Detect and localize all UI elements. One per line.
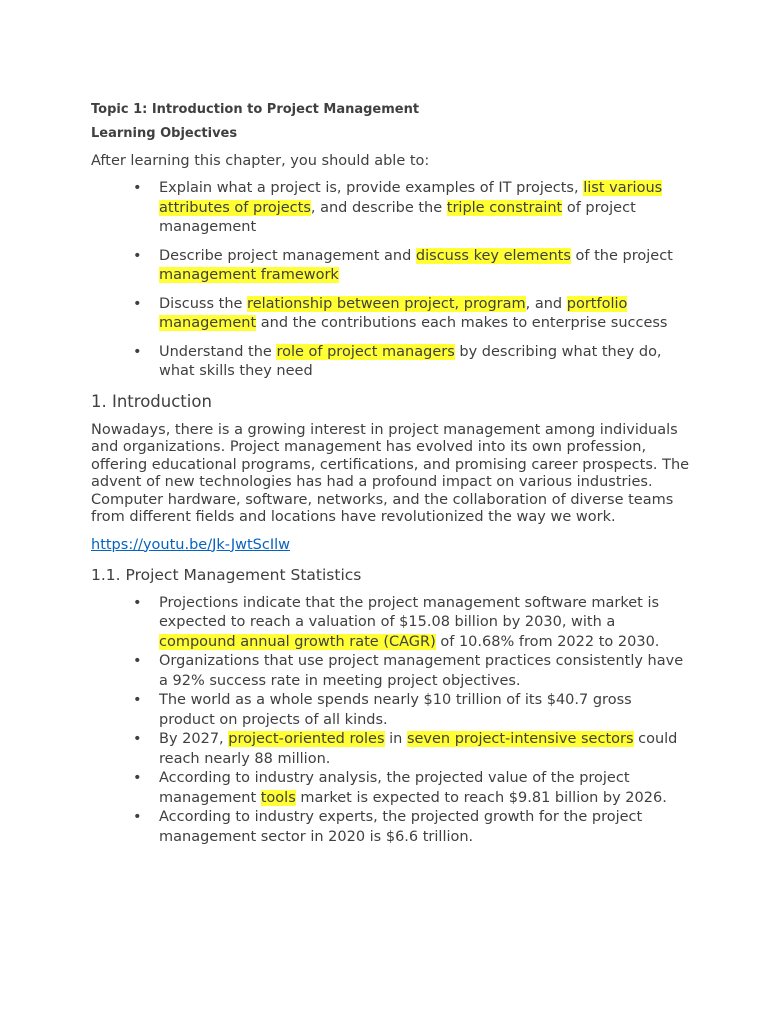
text-segment: and the contributions each makes to enterprise success: [256, 315, 668, 331]
highlighted-text: project-oriented roles: [228, 731, 385, 747]
text-segment: Organizations that use project management practices consistently have a 92% success rate in meeting project objectives.: [159, 653, 684, 689]
statistics-list: [91, 594, 691, 848]
statistic-text: [159, 653, 683, 689]
highlighted-text: relationship between project, program: [247, 295, 526, 312]
text-segment: Explain what a project is, provide examples of IT projects,: [159, 180, 584, 196]
section-heading-introduction: 1. Introduction: [91, 391, 212, 411]
text-segment: of 10.68% from 2022 to 2030.: [435, 633, 660, 650]
document-content: [91, 100, 691, 847]
section-heading-statistics: 1.1. Project Management Statistics: [91, 565, 362, 584]
bullet-icon: •: [133, 809, 142, 825]
text-segment: Discuss the: [159, 295, 248, 312]
bullet-icon: •: [133, 247, 142, 264]
bullet-icon: •: [133, 731, 142, 747]
text-segment: by describing what they do, what skills they need: [159, 343, 662, 379]
introduction-paragraph: Nowadays, there is a growing interest in project management among individuals and organizations. Project management has evolved into its own profession, offering educational programs, certifications, and promising career prospects. The advent of new technologies has had a profound impact on various industries. Computer hardware, software, networks, and the collaboration of diverse teams from different fields and locations have revolutionized the way we work.: [91, 421, 690, 525]
objective-text: [159, 344, 662, 380]
statistic-item: [91, 769, 691, 808]
topic-title: Topic 1: Introduction to Project Management: [91, 102, 420, 117]
statistic-item: [91, 594, 691, 653]
text-segment: in: [384, 731, 407, 747]
bullet-icon: •: [133, 653, 142, 669]
statistic-text: [159, 595, 659, 650]
statistic-text: [159, 731, 677, 767]
highlighted-text: list various attributes of projects: [159, 180, 663, 216]
highlighted-text: compound annual growth rate (CAGR): [159, 633, 436, 650]
text-segment: , and: [525, 295, 567, 312]
text-segment: Understand the: [159, 343, 277, 360]
highlighted-text: management framework: [159, 267, 339, 283]
text-segment: By 2027,: [159, 731, 229, 747]
highlighted-text: seven project-intensive sectors: [406, 731, 634, 747]
objective-item: [91, 179, 691, 238]
highlighted-text: discuss key elements: [415, 247, 571, 264]
text-segment: of the project: [570, 247, 673, 264]
objective-text: [159, 296, 667, 332]
bullet-icon: •: [133, 692, 142, 708]
text-segment: According to industry analysis, the projected value of the project management: [159, 770, 630, 806]
bullet-icon: •: [133, 343, 142, 360]
text-segment: , and describe the: [310, 199, 447, 216]
text-segment: According to industry experts, the projected growth for the project management sector in 2020 is $6.6 trillion.: [159, 809, 643, 845]
text-segment: of project management: [159, 199, 636, 235]
objective-item: [91, 247, 691, 286]
highlighted-text: role of project managers: [276, 343, 455, 360]
statistic-item: [91, 691, 691, 730]
highlighted-text: triple constraint: [446, 199, 563, 216]
text-segment: The world as a whole spends nearly $10 trillion of its $40.7 gross product on projects of all kinds.: [159, 692, 632, 728]
objective-item: [91, 295, 691, 334]
statistic-item: [91, 652, 691, 691]
objectives-list: [91, 179, 691, 382]
statistic-item: [91, 730, 691, 769]
statistic-text: [159, 809, 642, 845]
video-link[interactable]: https://youtu.be/Jk-JwtScIlw: [91, 536, 290, 553]
learning-objectives-heading: Learning Objectives: [91, 126, 238, 141]
objective-text: [159, 180, 662, 235]
text-segment: market is expected to reach $9.81 billion by 2026.: [295, 789, 667, 806]
bullet-icon: •: [133, 770, 142, 786]
bullet-icon: •: [133, 295, 142, 312]
statistic-item: [91, 808, 691, 847]
statistic-text: [159, 770, 667, 806]
text-segment: Projections indicate that the project management software market is expected to reach a valuation of $15.08 billion by 2030, with a: [159, 594, 660, 630]
objective-item: [91, 343, 691, 382]
highlighted-text: tools: [260, 789, 296, 806]
objectives-intro-text: After learning this chapter, you should able to:: [91, 153, 430, 169]
bullet-icon: •: [133, 180, 142, 196]
bullet-icon: •: [133, 594, 142, 611]
statistic-text: [159, 692, 632, 728]
highlighted-text: portfolio management: [159, 295, 628, 331]
objective-text: [159, 248, 673, 284]
text-segment: could reach nearly 88 million.: [159, 731, 678, 767]
text-segment: Describe project management and: [159, 247, 416, 264]
